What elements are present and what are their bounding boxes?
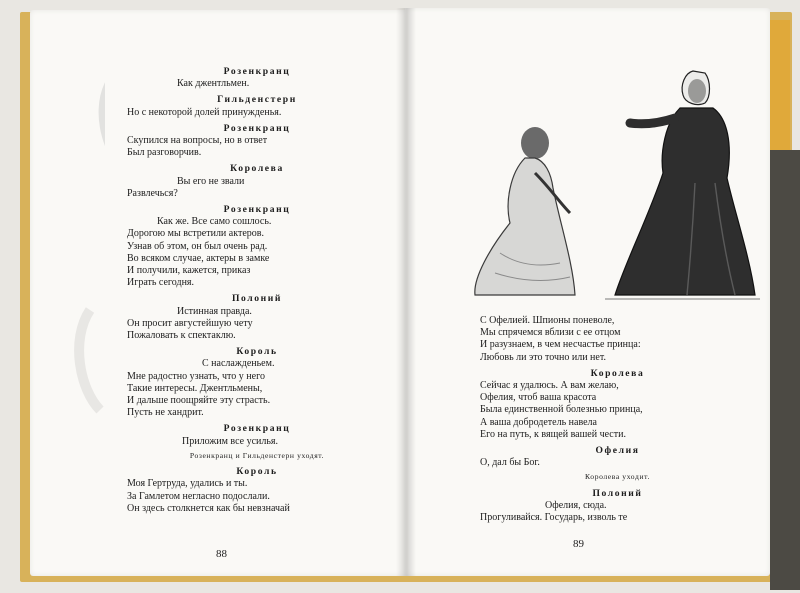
verse-line: Он здесь столкнется как бы невзначай (127, 502, 290, 514)
verse-line: Во всяком случае, актеры в замке (127, 252, 270, 264)
verse-line: Истинная правда. (127, 305, 252, 317)
verse-line: Пусть не хандрит. (127, 407, 204, 419)
speaker-name: Полоний (592, 487, 643, 499)
page-number: 88 (216, 548, 227, 560)
speaker-name: Король (236, 346, 278, 358)
verse-line: Играть сегодня. (127, 277, 195, 289)
verse-line: Но с некоторой долей принужденья. (127, 106, 282, 118)
speaker-name: Король (236, 466, 278, 478)
speaker-name: Розенкранц (223, 66, 291, 77)
speaker-name: Полоний (231, 293, 283, 305)
page-number: 89 (573, 538, 584, 550)
verse-line: И получили, кажется, приказ (127, 265, 251, 277)
book-gutter (396, 8, 416, 576)
verse-line: Вы его не звали (127, 175, 245, 187)
right-page (405, 8, 770, 576)
speaker-name: Розенкранц (223, 122, 291, 134)
verse-line: И разузнаем, в чем несчастье принца: (480, 339, 641, 351)
verse-line: Моя Гертруда, удались и ты. (127, 478, 248, 490)
verse-line: За Гамлетом негласно подослали. (127, 490, 270, 502)
verse-line: Он просит августейшую чету (127, 317, 253, 329)
verse-line: Приложим все усилья. (127, 435, 279, 447)
verse-line: Такие интересы. Джентльмены, (127, 382, 263, 394)
stage-direction: Королева уходит. (585, 472, 650, 482)
verse-line: О, дал бы Бог. (480, 457, 540, 469)
speaker-name: Розенкранц (223, 204, 291, 216)
speaker-name: Офелия (595, 445, 640, 457)
right-page-text (480, 315, 755, 524)
stage-direction: Розенкранц и Гильденстерн уходят. (189, 450, 325, 460)
verse-line: С наслажденьем. (127, 358, 275, 370)
verse-line: Скупился на вопросы, но в ответ (127, 135, 268, 147)
verse-line: Прогуливайся. Государь, изволь те (480, 512, 628, 524)
speaker-name: Королева (590, 367, 645, 379)
verse-line: Узнав об этом, он был очень рад. (127, 240, 268, 252)
verse-line: Его на путь, к вящей вашей чести. (480, 428, 626, 440)
verse-line: Офелия, сюда. (480, 499, 607, 511)
verse-line: Был разговорчив. (127, 147, 202, 159)
illustration-queen-and-ophelia (465, 63, 765, 308)
verse-line: Любовь ли это точно или нет. (480, 351, 606, 363)
verse-line: Мы спрячемся вблизи с ее отцом (480, 327, 621, 339)
verse-line: Как же. Все само сошлось. (127, 216, 272, 228)
verse-line: Дорогою мы встретили актеров. (127, 228, 264, 240)
verse-line: А ваша добродетель навела (480, 416, 597, 428)
verse-line: Развлечься? (127, 187, 178, 199)
speaker-name: Розенкранц (223, 423, 291, 435)
verse-line: Мне радостно узнать, что у него (127, 370, 265, 382)
verse-line: С Офелией. Шпионы поневоле, (480, 315, 615, 326)
verse-line: Сейчас я удалюсь. А вам желаю, (480, 380, 619, 392)
speaker-name: Гильденстерн (217, 94, 297, 106)
verse-line: Пожаловать к спектаклю. (127, 330, 236, 342)
left-page (30, 10, 405, 576)
cover-edge-dark (770, 150, 800, 590)
bleed-through-illustration (30, 10, 105, 576)
verse-line: Как джентльмен. (127, 78, 250, 90)
verse-line: Офелия, чтоб ваша красота (480, 392, 597, 404)
verse-line: И дальше поощряйте эту страсть. (127, 395, 271, 407)
left-page-text (127, 62, 387, 515)
speaker-name: Королева (230, 163, 284, 175)
verse-line: Была единственной болезнью принца, (480, 404, 643, 416)
